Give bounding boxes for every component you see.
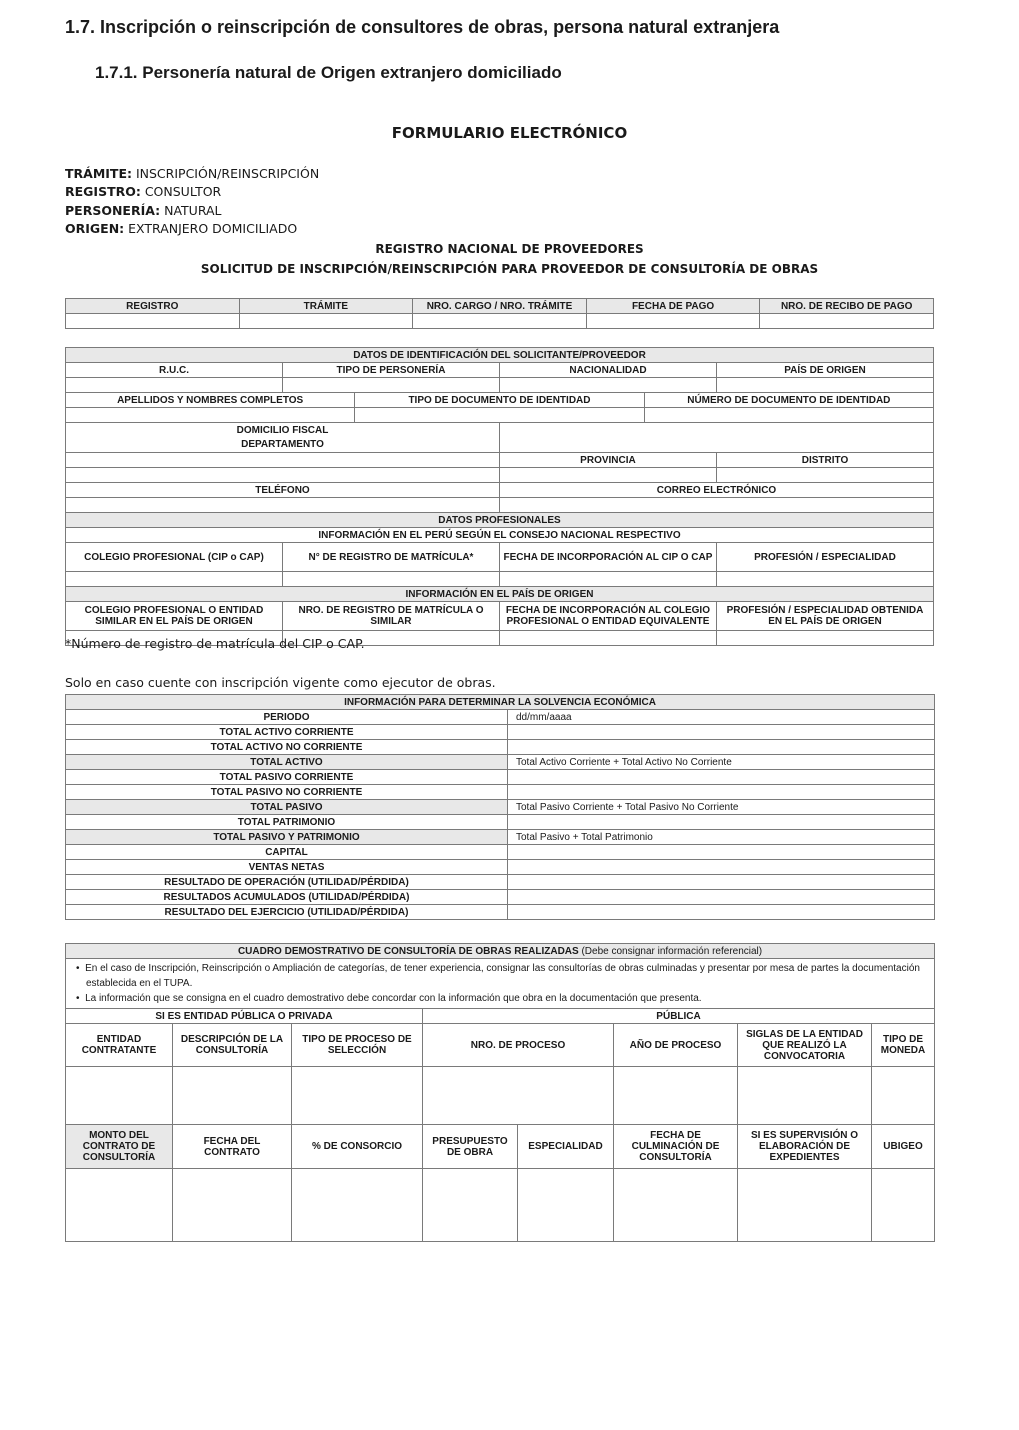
- colegio-origen-label: COLEGIO PROFESIONAL O ENTIDAD SIMILAR EN EL PAÍS DE ORIGEN: [66, 602, 283, 631]
- registro-matricula-field[interactable]: [282, 572, 499, 587]
- works-bullet-2: • La información que se consigna en el cuadro demostrativo debe concordar con la información que obra en la documentación que presenta.: [76, 993, 702, 1004]
- col-entidad-contratante: ENTIDAD CONTRATANTE: [66, 1024, 173, 1067]
- professional-title: DATOS PROFESIONALES: [66, 513, 934, 528]
- colegio-profesional-label: COLEGIO PROFESIONAL (CIP o CAP): [66, 543, 283, 572]
- col-consorcio: % DE CONSORCIO: [292, 1125, 423, 1169]
- section-heading: 1.7. Inscripción o reinscripción de consultores de obras, persona natural extranjera: [65, 17, 780, 37]
- works-table: [65, 943, 935, 1242]
- group-public-label: PÚBLICA: [423, 1009, 935, 1024]
- profesion-field[interactable]: [716, 572, 933, 587]
- departamento-field[interactable]: [66, 453, 500, 468]
- col-supervision: SI ES SUPERVISIÓN O ELABORACIÓN DE EXPEDIENTES: [738, 1125, 872, 1169]
- header-fecha-pago: FECHA DE PAGO: [586, 299, 760, 314]
- identification-title: DATOS DE IDENTIFICACIÓN DEL SOLICITANTE/PROVEEDOR: [66, 348, 934, 363]
- provincia-field[interactable]: [499, 468, 716, 483]
- tipo-personeria-field[interactable]: [282, 378, 499, 393]
- telefono-field[interactable]: [66, 498, 500, 513]
- fecha-origen-field[interactable]: [499, 631, 716, 646]
- solvency-label-capital: CAPITAL: [66, 845, 508, 860]
- solvency-value-total-activo: Total Activo Corriente + Total Activo No Corriente: [508, 755, 935, 770]
- meta-tramite: TRÁMITE: INSCRIPCIÓN/REINSCRIPCIÓN: [65, 166, 320, 181]
- fecha-incorporacion-label: FECHA DE INCORPORACIÓN AL CIP O CAP: [499, 543, 716, 572]
- monto-contrato-field[interactable]: [66, 1169, 173, 1242]
- fecha-contrato-field[interactable]: [173, 1169, 292, 1242]
- descripcion-consultoria-field[interactable]: [173, 1067, 292, 1125]
- anio-proceso-field[interactable]: [614, 1067, 738, 1125]
- meta-origen: ORIGEN: EXTRANJERO DOMICILIADO: [65, 221, 298, 236]
- profesion-origen-label: PROFESIÓN / ESPECIALIDAD OBTENIDA EN EL PAÍS DE ORIGEN: [716, 602, 933, 631]
- solvency-label-pasivo-no-corriente: TOTAL PASIVO NO CORRIENTE: [66, 785, 508, 800]
- siglas-entidad-field[interactable]: [738, 1067, 872, 1125]
- identification-table: [65, 347, 934, 646]
- ruc-field[interactable]: [66, 378, 283, 393]
- form-title: FORMULARIO ELECTRÓNICO: [391, 124, 628, 142]
- telefono-label: TELÉFONO: [66, 483, 500, 498]
- col-nro-proceso: NRO. DE PROCESO: [423, 1024, 614, 1067]
- apellidos-nombres-field[interactable]: [66, 408, 355, 423]
- solvency-title: INFORMACIÓN PARA DETERMINAR LA SOLVENCIA ECONÓMICA: [66, 695, 935, 710]
- solvency-label-periodo: PERIODO: [66, 710, 508, 725]
- subsection-heading: 1.7.1. Personería natural de Origen extranjero domiciliado: [95, 63, 562, 82]
- correo-field[interactable]: [499, 498, 933, 513]
- registro-origen-label: NRO. DE REGISTRO DE MATRÍCULA O SIMILAR: [282, 602, 499, 631]
- solvency-label-total-pasivo: TOTAL PASIVO: [66, 800, 508, 815]
- solvency-value-total-pasivo: Total Pasivo Corriente + Total Pasivo No Corriente: [508, 800, 935, 815]
- solvency-value-ventas-netas[interactable]: [508, 860, 935, 875]
- header-registro: REGISTRO: [66, 299, 240, 314]
- registro-field[interactable]: [66, 314, 240, 329]
- consorcio-field[interactable]: [292, 1169, 423, 1242]
- correo-label: CORREO ELECTRÓNICO: [499, 483, 933, 498]
- solvency-value-resultado-operacion[interactable]: [508, 875, 935, 890]
- col-ubigeo: UBIGEO: [872, 1125, 935, 1169]
- solvency-label-total-patrimonio: TOTAL PATRIMONIO: [66, 815, 508, 830]
- departamento-value[interactable]: [66, 468, 500, 483]
- works-title: CUADRO DEMOSTRATIVO DE CONSULTORÍA DE OBRAS REALIZADAS (Debe consignar información referencial): [66, 944, 935, 959]
- registro-matricula-label: N° DE REGISTRO DE MATRÍCULA*: [282, 543, 499, 572]
- colegio-profesional-field[interactable]: [66, 572, 283, 587]
- pais-origen-label: PAÍS DE ORIGEN: [716, 363, 933, 378]
- solvency-value-activo-no-corriente[interactable]: [508, 740, 935, 755]
- header-tramite: TRÁMITE: [239, 299, 413, 314]
- col-descripcion-consultoria: DESCRIPCIÓN DE LA CONSULTORÍA: [173, 1024, 292, 1067]
- solvency-label-activo-no-corriente: TOTAL ACTIVO NO CORRIENTE: [66, 740, 508, 755]
- fecha-incorporacion-field[interactable]: [499, 572, 716, 587]
- solvency-label-resultado-operacion: RESULTADO DE OPERACIÓN (UTILIDAD/PÉRDIDA): [66, 875, 508, 890]
- col-fecha-culminacion: FECHA DE CULMINACIÓN DE CONSULTORÍA: [614, 1125, 738, 1169]
- solvency-value-pasivo-patrimonio: Total Pasivo + Total Patrimonio: [508, 830, 935, 845]
- distrito-label: DISTRITO: [716, 453, 933, 468]
- supervision-field[interactable]: [738, 1169, 872, 1242]
- payment-table: [65, 298, 934, 329]
- profesion-label: PROFESIÓN / ESPECIALIDAD: [716, 543, 933, 572]
- peru-info-title: INFORMACIÓN EN EL PERÚ SEGÚN EL CONSEJO NACIONAL RESPECTIVO: [66, 528, 934, 543]
- provincia-label: PROVINCIA: [499, 453, 716, 468]
- solvency-label-ventas-netas: VENTAS NETAS: [66, 860, 508, 875]
- profesion-origen-field[interactable]: [716, 631, 933, 646]
- ruc-label: R.U.C.: [66, 363, 283, 378]
- col-siglas-entidad: SIGLAS DE LA ENTIDAD QUE REALIZÓ LA CONVOCATORIA: [738, 1024, 872, 1067]
- entidad-contratante-field[interactable]: [66, 1067, 173, 1125]
- solvency-label-activo-corriente: TOTAL ACTIVO CORRIENTE: [66, 725, 508, 740]
- solvency-value-activo-corriente[interactable]: [508, 725, 935, 740]
- nro-proceso-field[interactable]: [423, 1067, 614, 1125]
- col-anio-proceso: AÑO DE PROCESO: [614, 1024, 738, 1067]
- header-nro-cargo: NRO. CARGO / NRO. TRÁMITE: [413, 299, 587, 314]
- meta-registro: REGISTRO: CONSULTOR: [65, 184, 222, 199]
- solvency-note: Solo en caso cuente con inscripción vigente como ejecutor de obras.: [65, 675, 496, 690]
- nro-cargo-field[interactable]: [413, 314, 587, 329]
- nacionalidad-field[interactable]: [499, 378, 716, 393]
- tipo-moneda-field[interactable]: [872, 1067, 935, 1125]
- tipo-personeria-label: TIPO DE PERSONERÍA: [282, 363, 499, 378]
- solvency-label-resultado-ejercicio: RESULTADO DEL EJERCICIO (UTILIDAD/PÉRDIDA): [66, 905, 508, 920]
- col-fecha-contrato: FECHA DEL CONTRATO: [173, 1125, 292, 1169]
- col-especialidad: ESPECIALIDAD: [518, 1125, 614, 1169]
- solvency-label-resultados-acumulados: RESULTADOS ACUMULADOS (UTILIDAD/PÉRDIDA): [66, 890, 508, 905]
- fecha-culminacion-field[interactable]: [614, 1169, 738, 1242]
- numero-documento-label: NÚMERO DE DOCUMENTO DE IDENTIDAD: [644, 393, 933, 408]
- fecha-origen-label: FECHA DE INCORPORACIÓN AL COLEGIO PROFESIONAL O ENTIDAD EQUIVALENTE: [499, 602, 716, 631]
- solvency-label-total-activo: TOTAL ACTIVO: [66, 755, 508, 770]
- tipo-proceso-field[interactable]: [292, 1067, 423, 1125]
- tipo-documento-label: TIPO DE DOCUMENTO DE IDENTIDAD: [355, 393, 644, 408]
- fecha-pago-field[interactable]: [586, 314, 760, 329]
- col-monto-contrato: MONTO DEL CONTRATO DE CONSULTORÍA: [66, 1125, 173, 1169]
- departamento-label: DEPARTAMENTO: [66, 438, 500, 453]
- domicilio-fiscal-field[interactable]: [499, 423, 933, 453]
- works-bullet-1: • En el caso de Inscripción, Reinscripción o Ampliación de categorías, de tener experiencia, consignar las consultorías de obras culminadas y presentar por mesa de partes la documentación establecida en el TUPA.: [76, 963, 920, 989]
- presupuesto-obra-field[interactable]: [423, 1169, 518, 1242]
- nacionalidad-label: NACIONALIDAD: [499, 363, 716, 378]
- nro-recibo-field[interactable]: [760, 314, 934, 329]
- solvency-label-pasivo-corriente: TOTAL PASIVO CORRIENTE: [66, 770, 508, 785]
- col-tipo-proceso: TIPO DE PROCESO DE SELECCIÓN: [292, 1024, 423, 1067]
- meta-personeria: PERSONERÍA: NATURAL: [65, 203, 222, 218]
- solvency-value-resultados-acumulados[interactable]: [508, 890, 935, 905]
- ubigeo-field[interactable]: [872, 1169, 935, 1242]
- solvency-value-capital[interactable]: [508, 845, 935, 860]
- solvency-label-pasivo-patrimonio: TOTAL PASIVO Y PATRIMONIO: [66, 830, 508, 845]
- solvency-table: [65, 694, 935, 920]
- header-nro-recibo: NRO. DE RECIBO DE PAGO: [760, 299, 934, 314]
- solvency-value-periodo[interactable]: dd/mm/aaaa: [508, 710, 935, 725]
- distrito-field[interactable]: [716, 468, 933, 483]
- origin-info-title: INFORMACIÓN EN EL PAÍS DE ORIGEN: [66, 587, 934, 602]
- tipo-documento-field[interactable]: [355, 408, 644, 423]
- registry-title: REGISTRO NACIONAL DE PROVEEDORES: [375, 242, 644, 256]
- tramite-field[interactable]: [239, 314, 413, 329]
- col-tipo-moneda: TIPO DE MONEDA: [872, 1024, 935, 1067]
- apellidos-nombres-label: APELLIDOS Y NOMBRES COMPLETOS: [66, 393, 355, 408]
- numero-documento-field[interactable]: [644, 408, 933, 423]
- especialidad-field[interactable]: [518, 1169, 614, 1242]
- footnote: *Número de registro de matrícula del CIP o CAP.: [65, 636, 365, 651]
- col-presupuesto-obra: PRESUPUESTO DE OBRA: [423, 1125, 518, 1169]
- solvency-value-resultado-ejercicio[interactable]: [508, 905, 935, 920]
- solvency-value-total-patrimonio[interactable]: [508, 815, 935, 830]
- domicilio-fiscal-label: DOMICILIO FISCAL: [66, 423, 500, 438]
- solvency-value-pasivo-no-corriente[interactable]: [508, 785, 935, 800]
- solvency-value-pasivo-corriente[interactable]: [508, 770, 935, 785]
- request-title: SOLICITUD DE INSCRIPCIÓN/REINSCRIPCIÓN PARA PROVEEDOR DE CONSULTORÍA DE OBRAS: [200, 262, 819, 276]
- pais-origen-field[interactable]: [716, 378, 933, 393]
- group-private-label: SI ES ENTIDAD PÚBLICA O PRIVADA: [66, 1009, 423, 1024]
- works-instructions: [66, 959, 935, 1009]
